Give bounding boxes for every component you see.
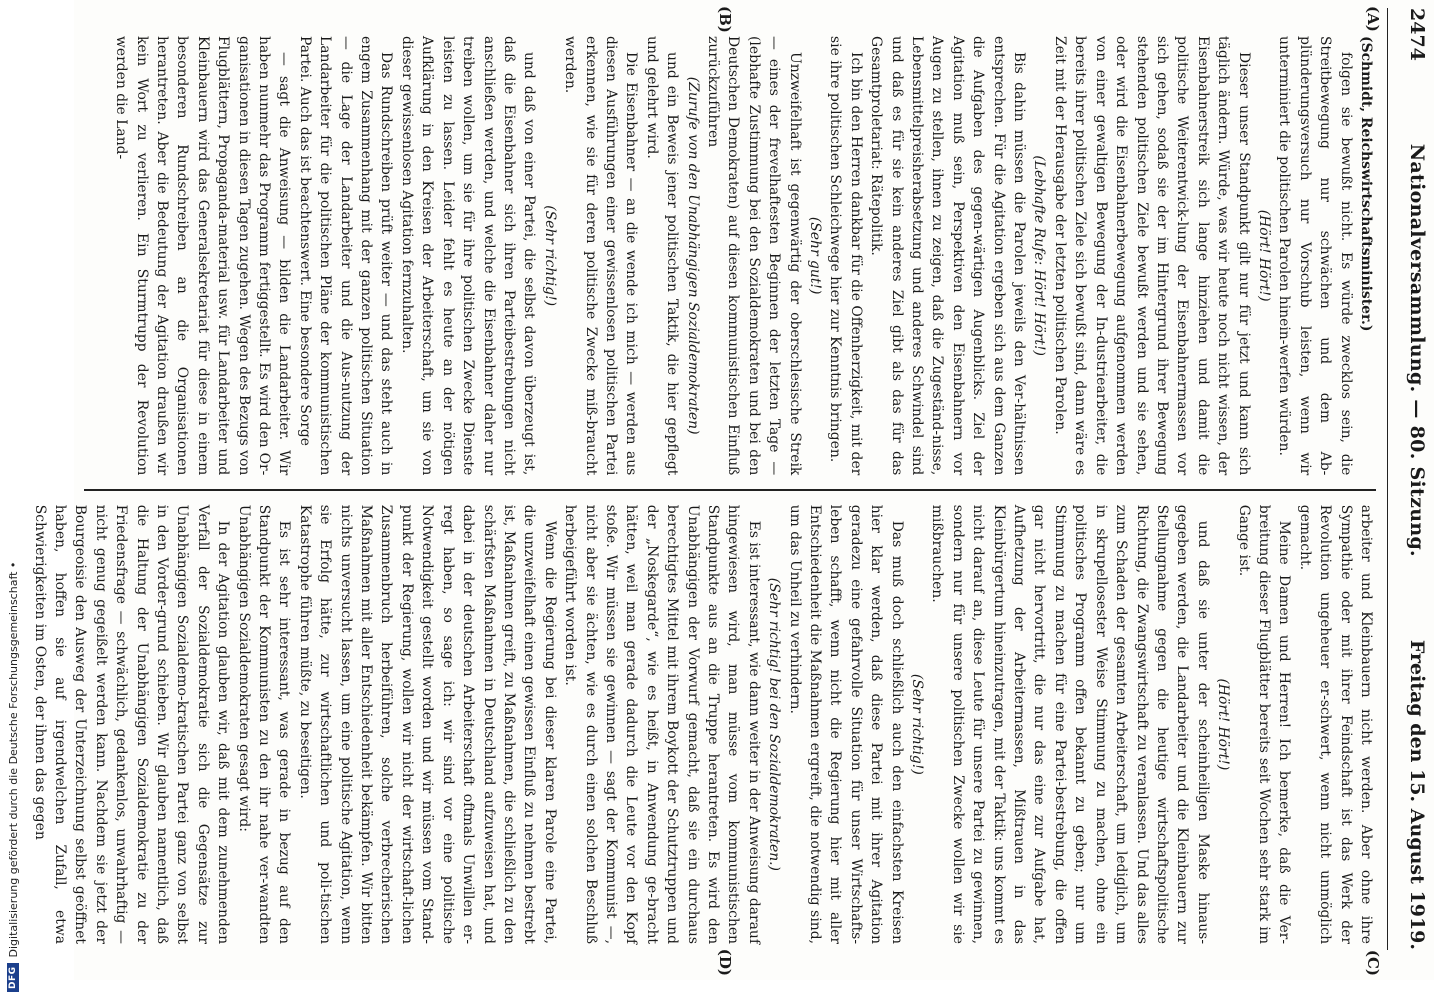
right-column: [31, 504, 1376, 945]
column-divider: [84, 489, 1376, 490]
paragraph: Dieser unser Standpunkt gilt nur für jetzt und kann sich täglich ändern. Würde, was wir heute noch nicht wissen, der Eisenbahnerstreik sich lange hinziehen und damit die politische Weiterentwick-lung der Eisenbahnermassen vor sich gehen, sodaß sie der im Hintergrund ihrer Bewegung stehenden politischen Ziele bewußt werden und sie sehen, oder wird die Eisenbahnerbewegung aufgenommen werden von einer gewaltigen Bewegung der In-dustriearbeiter, die bereits ihrer politischen Ziele sich bewußt sind, dann wäre es Zeit mit der Herausgabe der letzten politischen Parolen.: [1051, 36, 1252, 476]
paragraph: Das Rundschreiben prüft weiter — und das steht auch in engem Zusammenhang mit der ganzen politischen Situation — die Lage der Landarbeiter und die Aus-nutzung der Landarbeiter für die politischen Pläne der kommunistischen Partei. Auch das ist beachtenswert. Eine besondere Sorge: [296, 36, 395, 476]
running-head: [1387, 8, 1428, 950]
paragraph: Das muß doch schließlich auch den einfachsten Kreisen hier klar werden, daß diese Partei mit ihrer Agitation geradezu eine gefahrvolle Situation für unser Wirtschafts-leben schafft, wenn nicht die Regierung hier mit aller Entschiedenheit die Maßnahmen ergreift, die notwendig sind, um das Unheil zu verhindern.: [786, 504, 905, 945]
text-columns: [31, 36, 1376, 945]
page-number: 2474: [1406, 8, 1428, 61]
paragraph: Es ist interessant, wie dann weiter in der Anweisung darauf hingewiesen wird, man müsse vom kommunistischen Standpunkte aus an die Truppe herantreten. Es wird den Unabhängigen der Vorwurf gemacht, daß sie ein durchaus berechtigtes Mittel mit ihrem Boykott der Schutztruppen und der „Noskegarde“, wie es heißt, in Anwendung ge-bracht hätten, weil man gerade dadurch die Leute vor den Kopf stoße. Wir müssen sie gewinnen — sagt der Kommunist —, nicht aber sie ächten, wie es durch einen solchen Beschluß herbeigeführt worden ist.: [562, 504, 762, 945]
digitization-credit: Digitalisierung gefördert durch die Deutsche Forschungsgemeinschaft •: [6, 561, 20, 958]
margin-marker-b: (B): [716, 6, 734, 33]
paragraph: und ein Beweis jener politischen Taktik, die hier gepflegt und gelehrt wird.: [643, 36, 681, 476]
paragraph: arbeiter und Kleinbauern nicht werden. Aber ohne ihre Sympathie oder mit ihrer Feindschaft ist das Werk der Revolution ungeheuer er-schwert, wenn nicht unmöglich gemacht.: [1296, 504, 1374, 945]
margin-marker-c: (C): [1364, 949, 1382, 976]
paragraph: In der Agitation glauben wir, daß mit dem zunehmenden Verfall der Sozialdemokratie sich die Gegensätze zur Unabhängigen Sozialdemo-kratischen Partei ganz von selbst in den Vorder-grund schieben. Wir glauben namentlich, daß die Haltung der Unabhängigen Sozialdemokratie zu der Friedensfrage — schwächlich, gedankenlos, unwahrhaftig — nicht genug gegeißelt werden kann. Nachdem sie jetzt der Bourgeoisie den Ausweg der Unterzeichnung selbst geöffnet haben, hoffen sie auf irgendwelchen Zufall, etwa Schwierigkeiten im Osten, der ihnen das gegen: [31, 504, 232, 945]
interjection: (Sehr richtig!): [909, 673, 926, 775]
digitization-note: [2, 2, 24, 992]
paragraph: Meine Damen und Herren! Ich bemerke, daß die Ver-breitung dieser Flugblätter bereits seit Wochen sehr stark im Gange ist.: [1235, 504, 1293, 945]
paragraph: Wenn die Regierung bei dieser klaren Parole eine Partei, die unzweifelhaft einen gewissen Einfluß zu nehmen bestrebt ist, Maßnahmen greift, zu Maßnahmen, die schließlich zu den schärfsten Maßnahmen in Deutschland aufzuweisen hat, und dabei in der deutschen Arbeiterschaft oftmals Unwillen er-regt haben, so sage ich: wir sind vor eine politische Notwendigkeit gestellt worden und wir müssen vom Stand-punkt der Regierung, wollen wir nicht der wirtschaft-lichen Zusammenbruch herbeiführen, solche verbrecherischen Maßnahmen mit aller Entschiedenheit bekämpfen. Wir bitten nichts unversucht lassen, um eine politische Agitation, wenn sie Erfolg hätte, zur wirtschaftlichen und poli-tischen Katastrophe führen müßte, zu beseitigen.: [296, 504, 558, 945]
interjection: (Lebhafte Rufe: Hört! Hört!): [1031, 155, 1048, 356]
speaker-line: (Schmidt, Reichswirtschaftsminister.): [1358, 36, 1374, 332]
interjection: (Sehr richtig! bei den Sozialdemokraten.): [766, 577, 783, 871]
interjection: (Sehr gut!): [807, 216, 824, 295]
paragraph: Unzweifelhaft ist gegenwärtig der oberschlesische Streik — eines der frevelhaftesten Beginnen der letzten Tage — (lebhafte Zustimmung bei den Sozialdemokraten und bei den Deutschen Demokraten) auf diesen kommunistischen Einfluß zurückzuführen: [705, 36, 803, 476]
paragraph: und daß sie unter der scheinheiligen Maske hinaus-gegeben werden, die Landarbeiter und die Kleinbauern zur Stellungnahme gegen die heutige wirtschaftspolitische Richtung, die Zwangswirtschaft zu veranlassen. Und das alles zum Schaden der gesamten Arbeiterschaft, um lediglich, um in skrupellosester Weise Stimmung zu machen, ohne ein politisches Programm offen bekannt zu geben; nur um Stimmung zu machen für eine Partei-bestrebung, die offen gar nicht hervortritt, die nur das eine zur Aufgabe hat, Aufhetzung der Arbeitermassen, Mißtrauen in das Kleinbürgertum hineinzutragen, mit der Taktik: uns kommt es nicht darauf an, diese Leute für unsere Partei zu gewinnen, sondern nur für unsere politischen Zwecke wollen wir sie mißbrauchen.: [929, 504, 1211, 945]
left-column: [84, 36, 1376, 475]
paragraph: Ich bin den Herren dankbar für die Offenherzigkeit, mit der sie ihre politischen Schleichwege hier zur Kenntnis bringen.: [827, 36, 864, 476]
paragraph: Es ist sehr interessant, was gerade in bezug auf den Standpunkt der Kommunisten zu den ihr nahe ver-wandten Unabhängigen Sozialdemokraten gesagt wird:: [235, 504, 293, 945]
margin-marker-d: (D): [716, 948, 734, 976]
session-title: Nationalversammlung. — 80. Sitzung.: [1406, 143, 1428, 557]
margin-marker-a: (A): [1364, 6, 1382, 32]
dfg-logo: DFG: [7, 963, 19, 992]
interjection: (Sehr richtig!): [541, 205, 558, 307]
paragraph: Die Eisenbahner — an die wende ich mich — werden aus diesen Ausführungen einer gewissenlosen politischen Partei erkennen, wie sie für deren politische Zwecke miß-braucht werden.: [562, 36, 640, 476]
paragraph: — sagt die Anweisung — bilden die Landarbeiter. Wir haben nunmehr das Programm fertiggestellt. Es wird den Or-ganisationen in diesen Tagen zugehen. Wegen des Bezugs von Flugblättern, Propaganda-material usw. für Landarbeiter und Kleinbauern wird das Generalsekretariat für diese in einem besonderen Rundschreiben an die Organisationen herantreten. Aber die Bedeutung der Agitation draußen wir kein Wort zu verlieren. Ein Sturmtrupp der Revolution werden die Land-: [113, 36, 293, 476]
interjection: (Hört! Hört!): [1255, 209, 1272, 302]
interjection: (Hört! Hört!): [1215, 678, 1232, 771]
paragraph: Bis dahin müssen die Parolen jeweils den Ver-hältnissen entsprechen. Für die Agitation ergeben sich aus dem Ganzen die Aufgaben des gegen-wärtigen Augenblicks. Ziel der Agitation muß sein, Perspektiven den Eisenbahnern vor Augen zu stellen, ihnen zu zeigen, daß die Zugeständ-nisse, Lebensmittelpreisherabsetzung und anderes Schwindel sind und daß es für sie kein anderes Ziel gibt als das für das Gesamtproletariat: Rätepolitik.: [868, 36, 1028, 476]
session-date: Freitag den 15. August 1919.: [1406, 639, 1428, 950]
interjection: (Zurufe von den Unabhängigen Sozialdemokraten): [684, 76, 701, 435]
paragraph: und daß von einer Partei, die selbst davon überzeugt ist, daß die Eisenbahner sich ihren Parteibestrebungen nicht anschließen werden, und welche die Eisenbahner daher nur treiben wollen, um sie für ihre politischen Zwecke Dienste leisten zu lassen. Leider fehlt es heute an der nötigen Aufklärung in den Kreisen der Arbeiterschaft, um sie von dieser gewissenlosen Agitation fernzuhalten.: [398, 36, 538, 476]
rotated-document-page: [31, 0, 1434, 980]
paragraph: folgen sie bewußt nicht. Es würde zwecklos sein, die Streitbewegung nur schwächen und dem Ab-plünderungsversuch nur Vorschub leisten, wenn wir unterminiert die politischen Parolen hinein-werfen würden.: [1276, 36, 1354, 476]
